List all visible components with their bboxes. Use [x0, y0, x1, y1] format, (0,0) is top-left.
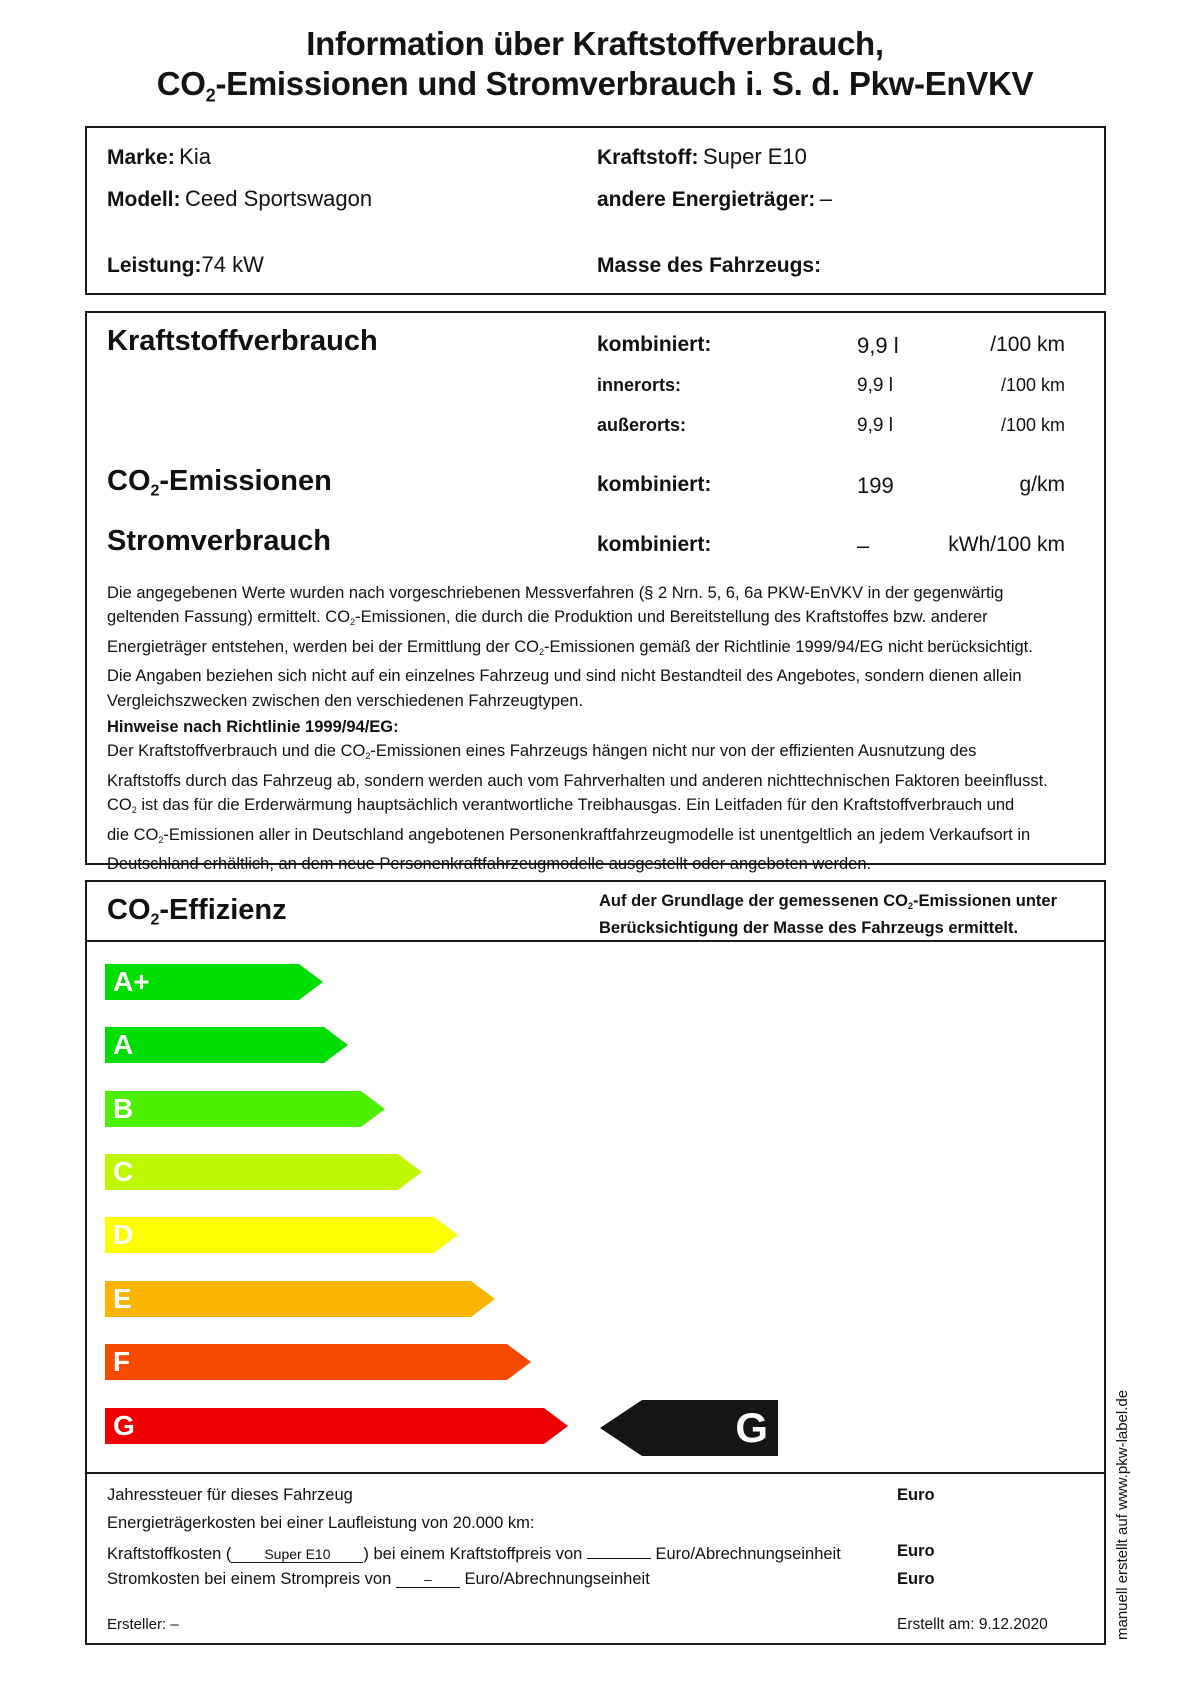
fuel-costs-text: ) bei einem Kraftstoffpreis von	[363, 1545, 583, 1563]
desc-sub: 2	[908, 901, 914, 912]
power-price-field: –	[396, 1571, 460, 1588]
urban-label: innerorts:	[597, 375, 682, 395]
fuel-field	[597, 144, 807, 170]
arrow-shape-icon	[105, 1281, 497, 1317]
arrow-shape-icon	[105, 1217, 461, 1253]
power-combined-label: kombiniert:	[597, 533, 712, 556]
desc-line: Berücksichtigung der Masse des Fahrzeugs ermittelt.	[599, 919, 1019, 938]
combined-label: kombiniert:	[597, 333, 712, 356]
model-value: Ceed Sportswagon	[184, 186, 373, 211]
note-line: Deutschland erhältlich, an dem neue Personenkraftfahrzeugmodelle ausgestellt oder angeboten werden.	[107, 855, 872, 873]
title-co: CO	[156, 65, 206, 102]
power-costs-unit: Euro	[897, 1570, 935, 1588]
note-sub: 2	[350, 617, 356, 628]
brand-value: Kia	[179, 144, 211, 169]
arrow-shape-icon	[105, 1408, 571, 1444]
co2-co: CO	[107, 465, 151, 497]
mass-label: Masse des Fahrzeugs:	[597, 254, 822, 277]
class-label: G	[113, 1410, 135, 1441]
brand-field	[107, 144, 211, 170]
fuel-costs-unit-text: Euro/Abrechnungseinheit	[655, 1545, 841, 1563]
desc-line	[599, 890, 1057, 917]
note-text: -Emissionen aller in Deutschland angebotenen Personenkraftfahrzeugmodelle ist unentgeltlich an jedem Verkaufsort in	[163, 825, 1031, 844]
class-label: F	[113, 1346, 131, 1377]
extra-urban-value: 9,9 l	[857, 415, 893, 436]
class-label: B	[113, 1093, 134, 1124]
title-rest: -Emissionen und Stromverbrauch i. S. d. Pkw-EnVKV	[215, 65, 1034, 102]
brand-label: Marke:	[107, 146, 175, 169]
fuel-label: Kraftstoff:	[597, 146, 699, 169]
combined-unit: /100 km	[990, 333, 1065, 356]
co2-combined-label: kombiniert:	[597, 473, 712, 496]
note-line	[107, 635, 1097, 664]
note-text: CO	[107, 796, 132, 815]
power-consumption-heading: Stromverbrauch	[107, 525, 332, 557]
note-text: die CO	[107, 825, 159, 844]
fuel-consumption-heading: Kraftstoffverbrauch	[107, 325, 378, 357]
efficiency-heading	[107, 894, 287, 930]
power-field	[107, 252, 264, 278]
eff-co: CO	[107, 894, 151, 926]
power-costs-line	[107, 1570, 650, 1589]
note-text: Der Kraftstoffverbrauch und die CO	[107, 742, 366, 761]
note-sub: 2	[158, 834, 164, 845]
side-note: manuell erstellt auf www.pkw-label.de	[1114, 1389, 1131, 1640]
creator-label: Ersteller: –	[107, 1616, 179, 1633]
note-line: Die angegebenen Werte wurden nach vorgeschriebenen Messverfahren (§ 2 Nrn. 5, 6, 6a PKW-EnVKV in der gegenwärtig	[107, 584, 1004, 602]
other-energy-field	[597, 186, 832, 212]
extra-urban-label: außerorts:	[597, 415, 687, 435]
page-title-line2	[0, 64, 1190, 115]
measurement-notes	[107, 581, 1097, 713]
fuel-price-field	[587, 1542, 651, 1559]
mass-field	[597, 252, 821, 278]
arrow-shape-icon	[105, 1027, 351, 1063]
directive-notes	[107, 715, 1097, 876]
extra-urban-unit: /100 km	[1000, 415, 1065, 435]
fuel-type-field: Super E10	[231, 1546, 363, 1563]
eff-sub: 2	[150, 911, 160, 929]
note-text: geltenden Fassung) ermittelt. CO	[107, 608, 351, 627]
other-energy-label: andere Energieträger:	[597, 188, 816, 211]
created-date: Erstellt am: 9.12.2020	[897, 1616, 1048, 1633]
note-sub: 2	[131, 805, 137, 816]
co2-combined-value: 199	[857, 473, 894, 498]
note-sub: 2	[365, 751, 371, 762]
arrow-shape-icon	[105, 1344, 533, 1380]
fuel-value: Super E10	[702, 144, 807, 169]
class-label: E	[113, 1283, 132, 1314]
note-line	[107, 605, 1097, 634]
note-line	[107, 793, 1097, 822]
class-label: D	[113, 1219, 134, 1250]
rating-letter: G	[735, 1404, 768, 1451]
desc-text: -Emissionen unter	[913, 892, 1057, 910]
efficiency-description	[599, 890, 1057, 939]
consumption-box	[85, 311, 1106, 873]
note-line: Kraftstoffs durch das Fahrzeug ab, sondern werden auch vom Fahrverhalten und anderen nichttechnischen Faktoren beeinflusst.	[107, 771, 1048, 790]
power-value: 74 kW	[201, 252, 264, 277]
note-text: -Emissionen, die durch die Produktion und Bereitstellung des Kraftstoffes bzw. anderer	[355, 608, 988, 627]
urban-value: 9,9 l	[857, 375, 893, 396]
fuel-costs-line	[107, 1542, 841, 1564]
tax-label: Jahressteuer für dieses Fahrzeug	[107, 1486, 353, 1504]
vehicle-info-box	[85, 126, 1106, 295]
note-line: Die Angaben beziehen sich nicht auf ein einzelnes Fahrzeug und sind nicht Bestandteil des Angebotes, sondern dienen allein	[107, 667, 1022, 686]
note-text: Energieträger entstehen, werden bei der Ermittlung der CO	[107, 637, 539, 656]
page-title-line1: Information über Kraftstoffverbrauch,	[306, 25, 884, 62]
co2-emissions-heading	[107, 465, 332, 501]
other-energy-value: –	[819, 186, 832, 211]
title-sub: 2	[205, 85, 216, 106]
efficiency-rating-indicator	[600, 1400, 780, 1456]
note-line: Vergleichszwecken zwischen den verschiedenen Fahrzeugtypen.	[107, 691, 584, 710]
combined-value: 9,9 l	[857, 333, 899, 358]
co2-sub: 2	[150, 482, 160, 500]
class-label: C	[113, 1156, 134, 1187]
directive-heading: Hinweise nach Richtlinie 1999/94/EG:	[107, 718, 399, 736]
note-sub: 2	[538, 646, 545, 657]
efficiency-header-divider	[87, 940, 1104, 942]
power-label: Leistung:	[107, 254, 202, 277]
fuel-costs-unit: Euro	[897, 1542, 935, 1560]
desc-text: Auf der Grundlage der gemessenen CO	[599, 892, 908, 910]
co2-combined-unit: g/km	[1019, 473, 1065, 496]
note-line	[107, 823, 1097, 852]
power-costs-text: Stromkosten bei einem Strompreis von	[107, 1570, 392, 1588]
note-text: ist das für die Erderwärmung hauptsächlich verantwortliche Treibhausgas. Ein Leitfaden für den Kraftstoffverbrauch und	[136, 796, 1015, 815]
co2-rest: -Emissionen	[159, 465, 332, 497]
power-combined-unit: kWh/100 km	[948, 533, 1065, 556]
class-label: A	[113, 1029, 134, 1060]
arrow-shape-icon	[105, 1154, 425, 1190]
model-label: Modell:	[107, 188, 181, 211]
note-line	[107, 739, 1097, 768]
energy-costs-label: Energieträgerkosten bei einer Laufleistung von 20.000 km:	[107, 1514, 535, 1532]
note-text: -Emissionen eines Fahrzeugs hängen nicht nur von der effizienten Ausnutzung des	[370, 742, 977, 761]
costs-divider	[87, 1472, 1104, 1474]
urban-unit: /100 km	[1000, 375, 1065, 395]
fuel-costs-text: Kraftstoffkosten (	[107, 1545, 232, 1563]
class-label: A+	[113, 966, 150, 997]
tax-unit: Euro	[897, 1486, 935, 1504]
model-field	[107, 186, 372, 212]
arrow-shape-icon	[105, 1091, 387, 1127]
power-costs-unit-text: Euro/Abrechnungseinheit	[464, 1570, 650, 1588]
note-text: -Emissionen gemäß der Richtlinie 1999/94/EG nicht berücksichtigt.	[544, 637, 1033, 656]
eff-rest: -Effizienz	[159, 894, 287, 926]
power-combined-value: –	[857, 533, 870, 558]
